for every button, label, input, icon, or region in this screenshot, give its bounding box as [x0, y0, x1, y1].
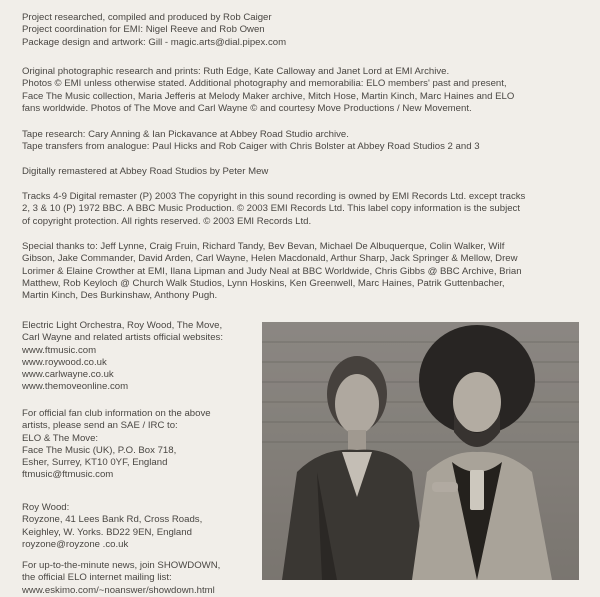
roy-wood-line: Royzone, 41 Lees Bank Rd, Cross Roads,: [22, 514, 203, 526]
credit-line: of copyright protection. All rights reserved. © 2003 EMI Records Ltd.: [22, 215, 312, 227]
credit-line: Face The Music collection, Maria Jefferis at Melody Maker archive, Mitch Hose, Martin Kinch, Marc Haines and ELO: [22, 90, 515, 102]
credit-line: Matthew, Rob Keyloch @ Church Walk Studios, Lynn Hoskins, Ken Greenwell, Marc Haines, Patrik Guttenbacher,: [22, 277, 505, 289]
websites-intro: Carl Wayne and related artists official websites:: [22, 332, 224, 344]
credit-line: Original photographic research and prints: Ruth Edge, Kate Calloway and Janet Lord at EMI Archive.: [22, 66, 450, 77]
website-url: www.carlwayne.co.uk: [22, 369, 114, 381]
photography-credits: [22, 66, 514, 115]
website-url: www.ftmusic.com: [22, 344, 97, 356]
credit-line: 2, 3 & 10 (P) 1972 BBC. A BBC Music Production. © 2003 EMI Records Ltd. This label copy information is the subject: [22, 203, 521, 215]
website-url: www.roywood.co.uk: [22, 356, 107, 368]
credit-line: Package design and artwork: Gill - magic.arts@dial.pipex.com: [22, 36, 287, 48]
credit-line: Martin Kinch, Des Burkinshaw, Anthony Pugh.: [22, 290, 218, 302]
tape-credits: [22, 129, 480, 154]
credit-line: Gibson, Jake Commander, David Arden, Carl Wayne, Helen Macdonald, Arthur Sharp, Jack Springer & Mellow, Drew: [22, 253, 518, 265]
showdown-url: www.eskimo.com/~noanswer/showdown.html: [22, 584, 215, 596]
roy-wood-line: Keighley, W. Yorks. BD22 9EN, England: [22, 526, 192, 538]
showdown-line: For up-to-the-minute news, join SHOWDOWN,: [22, 560, 221, 571]
credit-line: Tracks 4-9 Digital remaster (P) 2003 The copyright in this sound recording is owned by EMI Records Ltd. except tracks: [22, 191, 526, 202]
showdown-line: the official ELO internet mailing list:: [22, 572, 172, 584]
credit-line: Project researched, compiled and produced by Rob Caiger: [22, 12, 272, 23]
fan-club-line: For official fan club information on the above: [22, 408, 211, 419]
fan-club-line: Face The Music (UK), P.O. Box 718,: [22, 444, 177, 456]
credit-line: Project coordination for EMI: Nigel Reeve and Rob Owen: [22, 24, 265, 36]
credit-line: Photos © EMI unless otherwise stated. Additional photography and memorabilia: ELO members' past and present,: [22, 78, 507, 90]
fan-club-info: [22, 408, 211, 482]
credit-line: fans worldwide. Photos of The Move and Carl Wayne © and courtesy Move Productions / New Movement.: [22, 102, 472, 114]
roy-wood-email: royzone@royzone .co.uk: [22, 538, 129, 550]
fan-club-line: Esher, Surrey, KT10 0YF, England: [22, 457, 168, 469]
official-websites: [22, 320, 223, 394]
production-credits: [22, 12, 286, 49]
copyright-notice: [22, 191, 525, 228]
fan-club-email: ftmusic@ftmusic.com: [22, 469, 114, 481]
credit-line: Digitally remastered at Abbey Road Studios by Peter Mew: [22, 166, 269, 177]
roy-wood-contact: [22, 502, 202, 551]
fan-club-line: artists, please send an SAE / IRC to:: [22, 420, 178, 432]
band-photo: [262, 322, 579, 580]
fan-club-line: ELO & The Move:: [22, 432, 99, 444]
credit-line: Tape research: Cary Anning & Ian Pickavance at Abbey Road Studio archive.: [22, 129, 349, 140]
special-thanks: [22, 241, 522, 302]
credit-line: Lorimer & Elaine Crowther at EMI, Ilana Lipman and Judy Neal at BBC Worldwide, Chris Gibbs @ BBC Archive, Brian: [22, 265, 522, 277]
roy-wood-line: Roy Wood:: [22, 502, 70, 513]
credit-line: Special thanks to: Jeff Lynne, Craig Fruin, Richard Tandy, Bev Bevan, Michael De Albuquerque, Colin Walker, Wilf: [22, 241, 505, 252]
showdown-mailing-list: [22, 560, 220, 597]
remaster-credit: [22, 166, 268, 178]
website-url: www.themoveonline.com: [22, 381, 129, 393]
credit-line: Tape transfers from analogue: Paul Hicks and Rob Caiger with Chris Bolster at Abbey Road Studios 2 and 3: [22, 141, 480, 153]
websites-intro: Electric Light Orchestra, Roy Wood, The Move,: [22, 320, 223, 331]
